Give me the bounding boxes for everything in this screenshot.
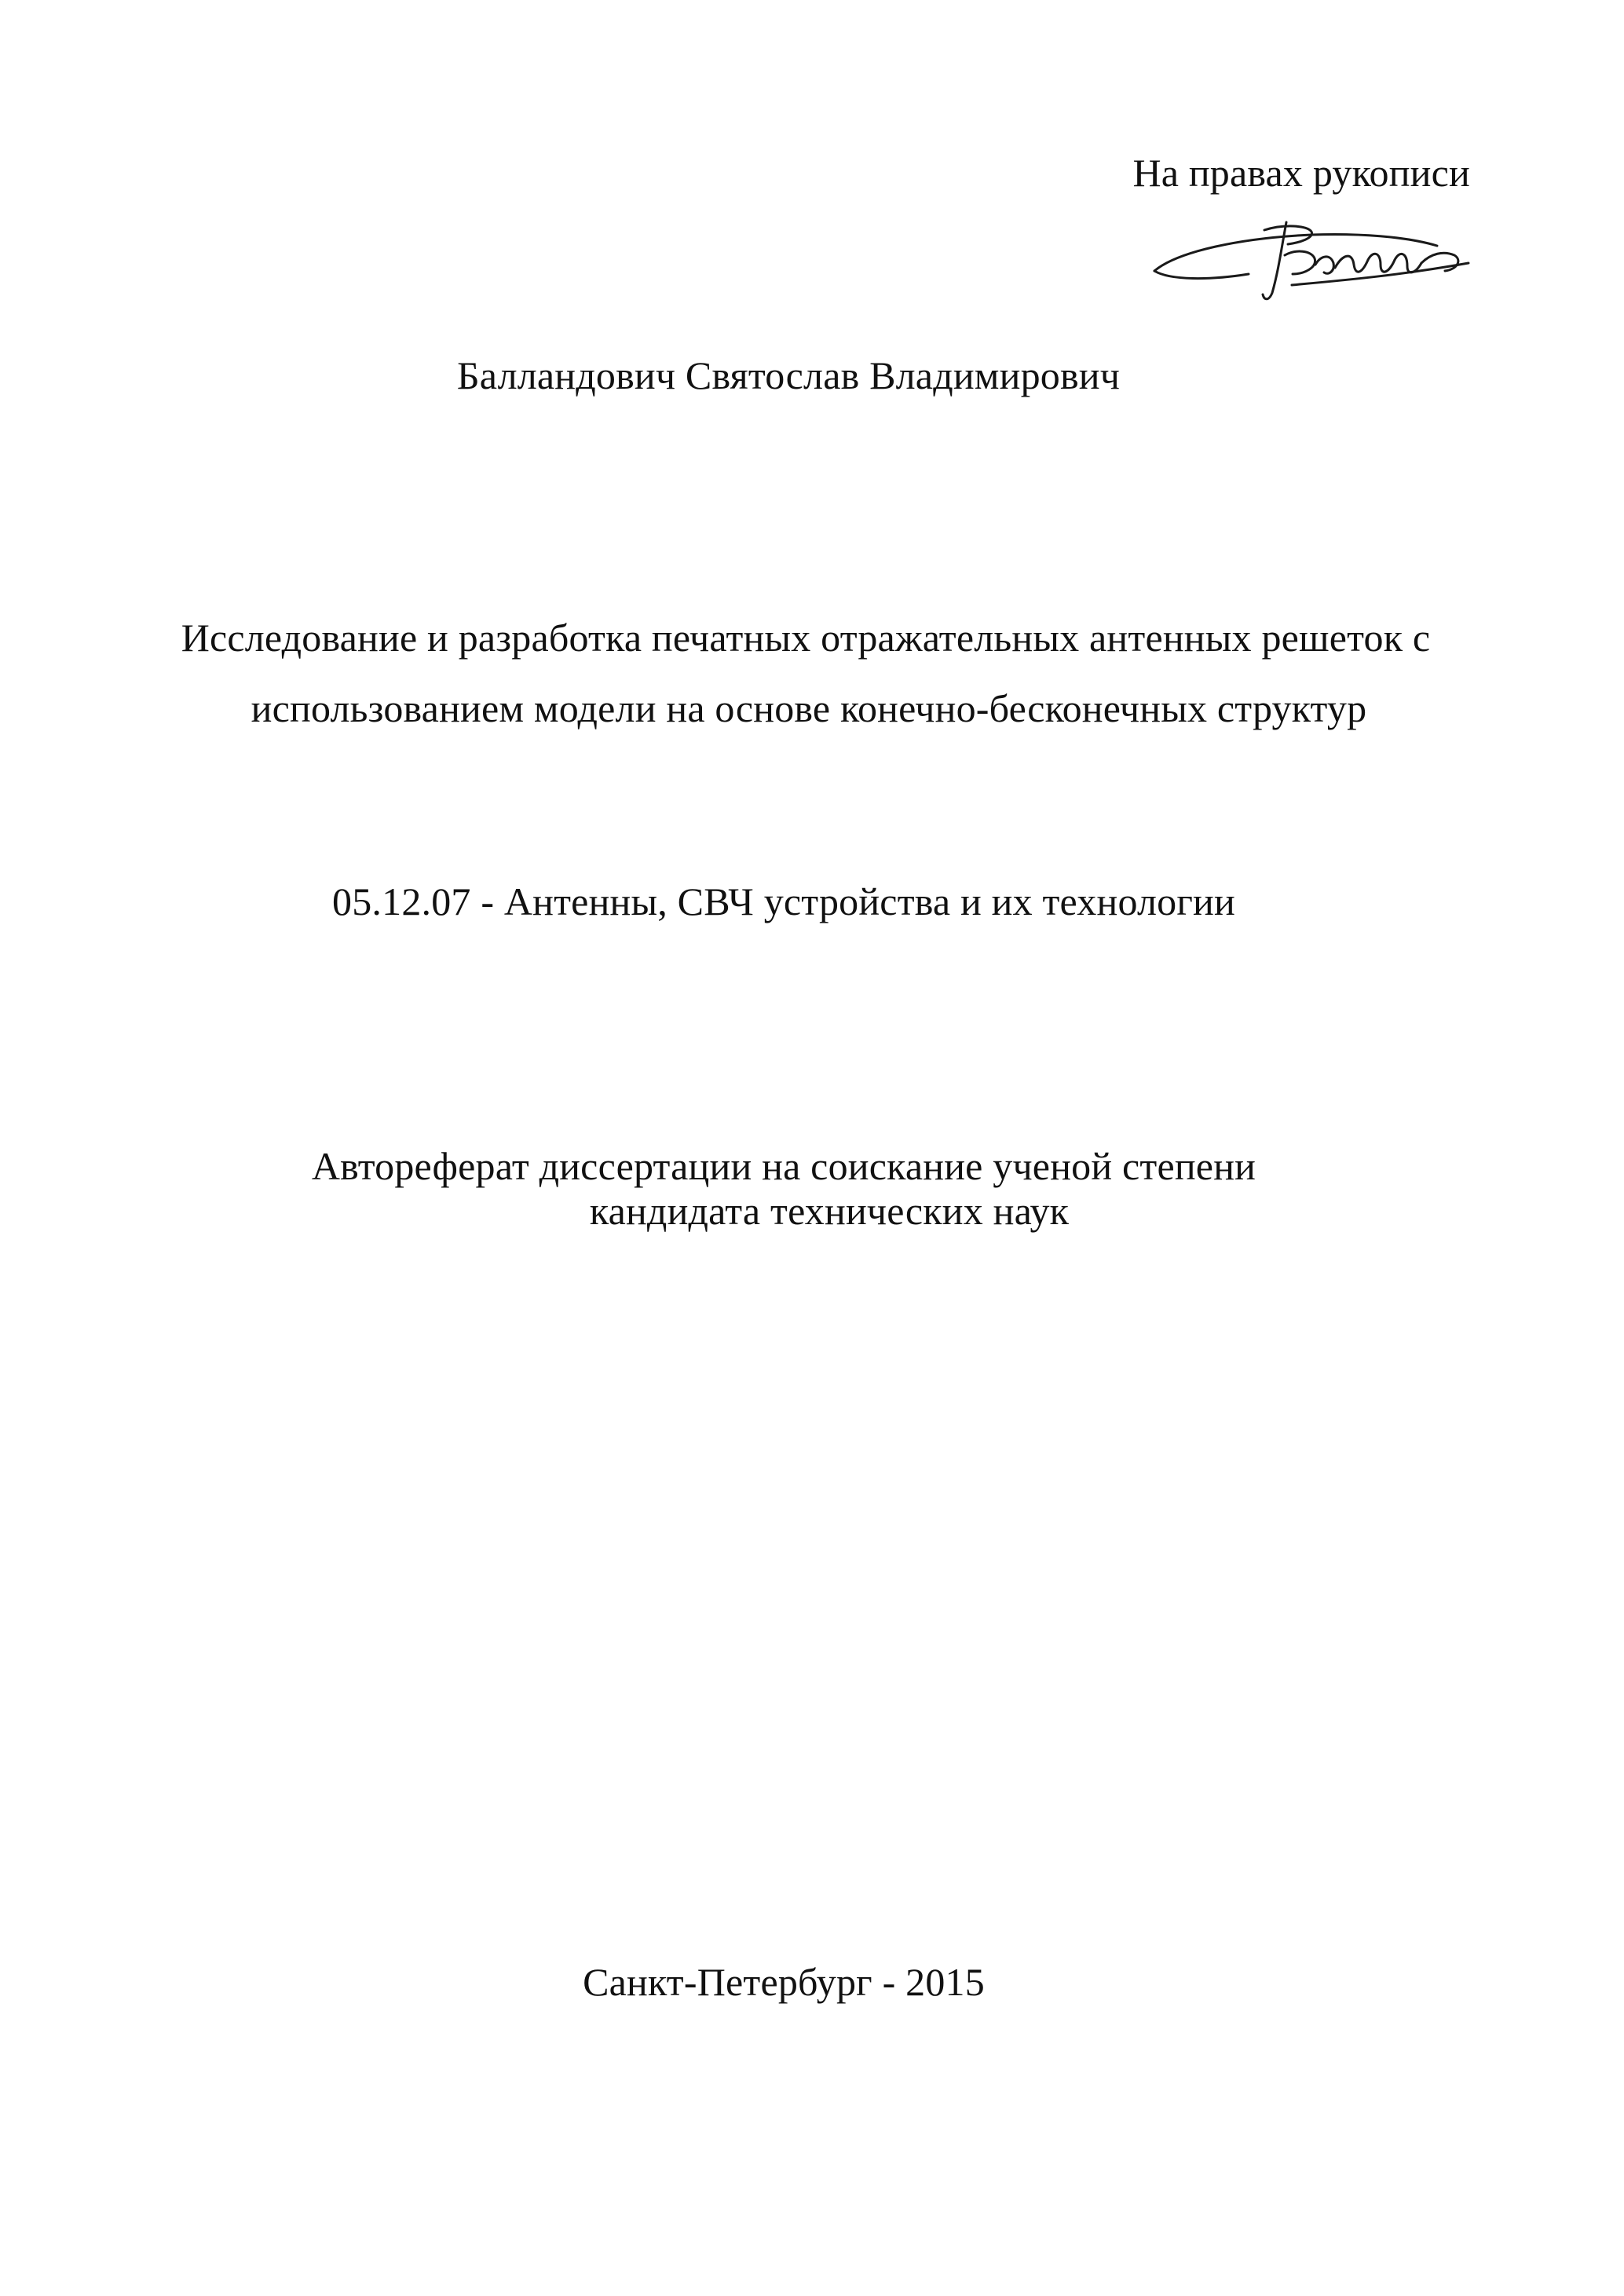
handwritten-signature (1147, 208, 1476, 310)
dissertation-title-line: использованием модели на основе конечно-бесконечных структур (251, 686, 1367, 730)
abstract-description-line: Автореферат диссертации на соискание ученой степени (311, 1144, 1256, 1188)
specialty-code: 05.12.07 - Антенны, СВЧ устройства и их технологии (332, 879, 1235, 923)
city-year: Санкт-Петербург - 2015 (583, 1960, 985, 2004)
manuscript-note: На правах рукописи (1132, 151, 1470, 195)
dissertation-title-line: Исследование и разработка печатных отражательных антенных решеток с (181, 616, 1431, 660)
author-name: Балландович Святослав Владимирович (456, 353, 1121, 397)
abstract-description-line: кандидата технических наук (589, 1189, 1070, 1233)
